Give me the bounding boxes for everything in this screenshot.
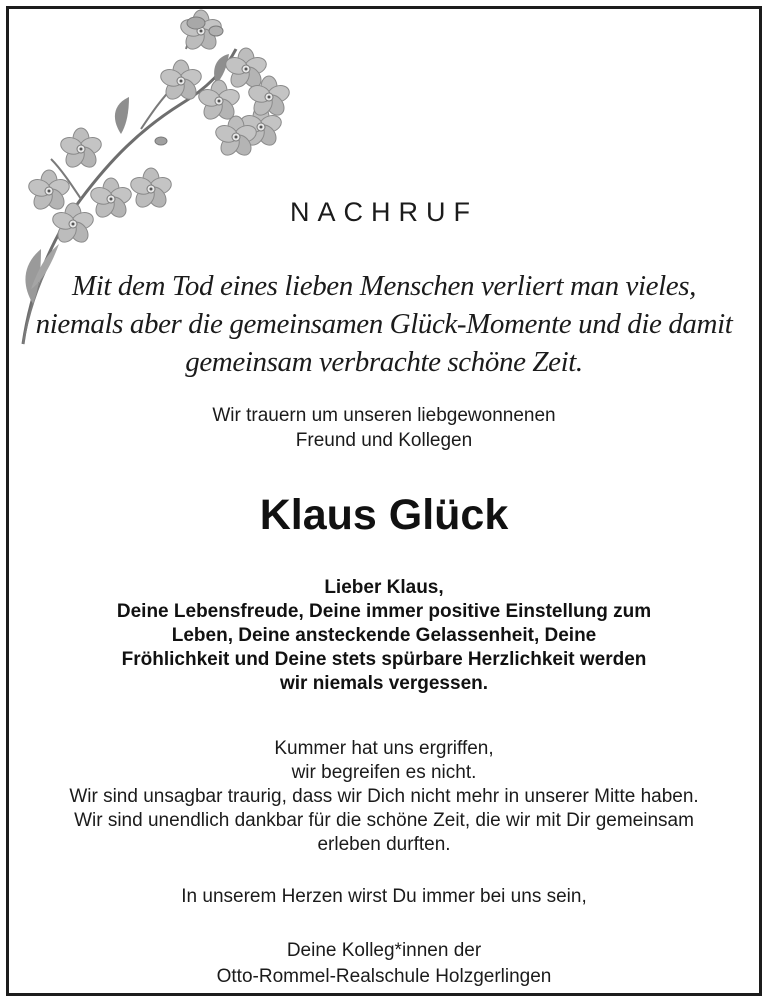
memorial-quote [9,267,759,381]
signature-line: Deine Kolleg*innen der [286,940,482,961]
intro-line: Wir trauern um unseren liebgewonnenen [212,405,556,426]
tribute-text [9,576,759,696]
intro-line: Freund und Kollegen [295,430,473,451]
quote-line: gemeinsam verbrachte schöne Zeit. [185,346,583,378]
obituary-heading: NACHRUF [290,197,478,227]
grief-text [9,737,759,857]
quote-line: Mit dem Tod eines lieben Menschen verliert man vieles, [71,270,697,302]
closing-line: In unserem Herzen wirst Du immer bei uns sein, [181,886,587,907]
obituary-frame [6,6,762,996]
body-line: Wir sind unendlich dankbar für die schöne Zeit, die wir mit Dir gemeinsam [74,810,694,831]
tribute-line: Leben, Deine ansteckende Gelassenheit, Deine [171,625,597,646]
tribute-line: Lieber Klaus, [324,577,444,598]
tribute-line: wir niemals vergessen. [279,673,489,694]
body-line: Kummer hat uns ergriffen, [274,738,494,759]
body-line: Wir sind unsagbar traurig, dass wir Dich nicht mehr in unserer Mitte haben. [69,786,699,807]
signature-block [9,938,759,990]
signature-line: Otto-Rommel-Realschule Holzgerlingen [216,966,552,987]
body-line: wir begreifen es nicht. [291,762,477,783]
deceased-name: Klaus Glück [259,491,509,539]
tribute-line: Deine Lebensfreude, Deine immer positive Einstellung zum [116,601,652,622]
tribute-line: Fröhlichkeit und Deine stets spürbare Herzlichkeit werden [121,649,647,670]
quote-line: niemals aber die gemeinsamen Glück-Momente und die damit [35,308,733,340]
body-line: erleben durften. [317,834,451,855]
mourning-intro [9,403,759,453]
